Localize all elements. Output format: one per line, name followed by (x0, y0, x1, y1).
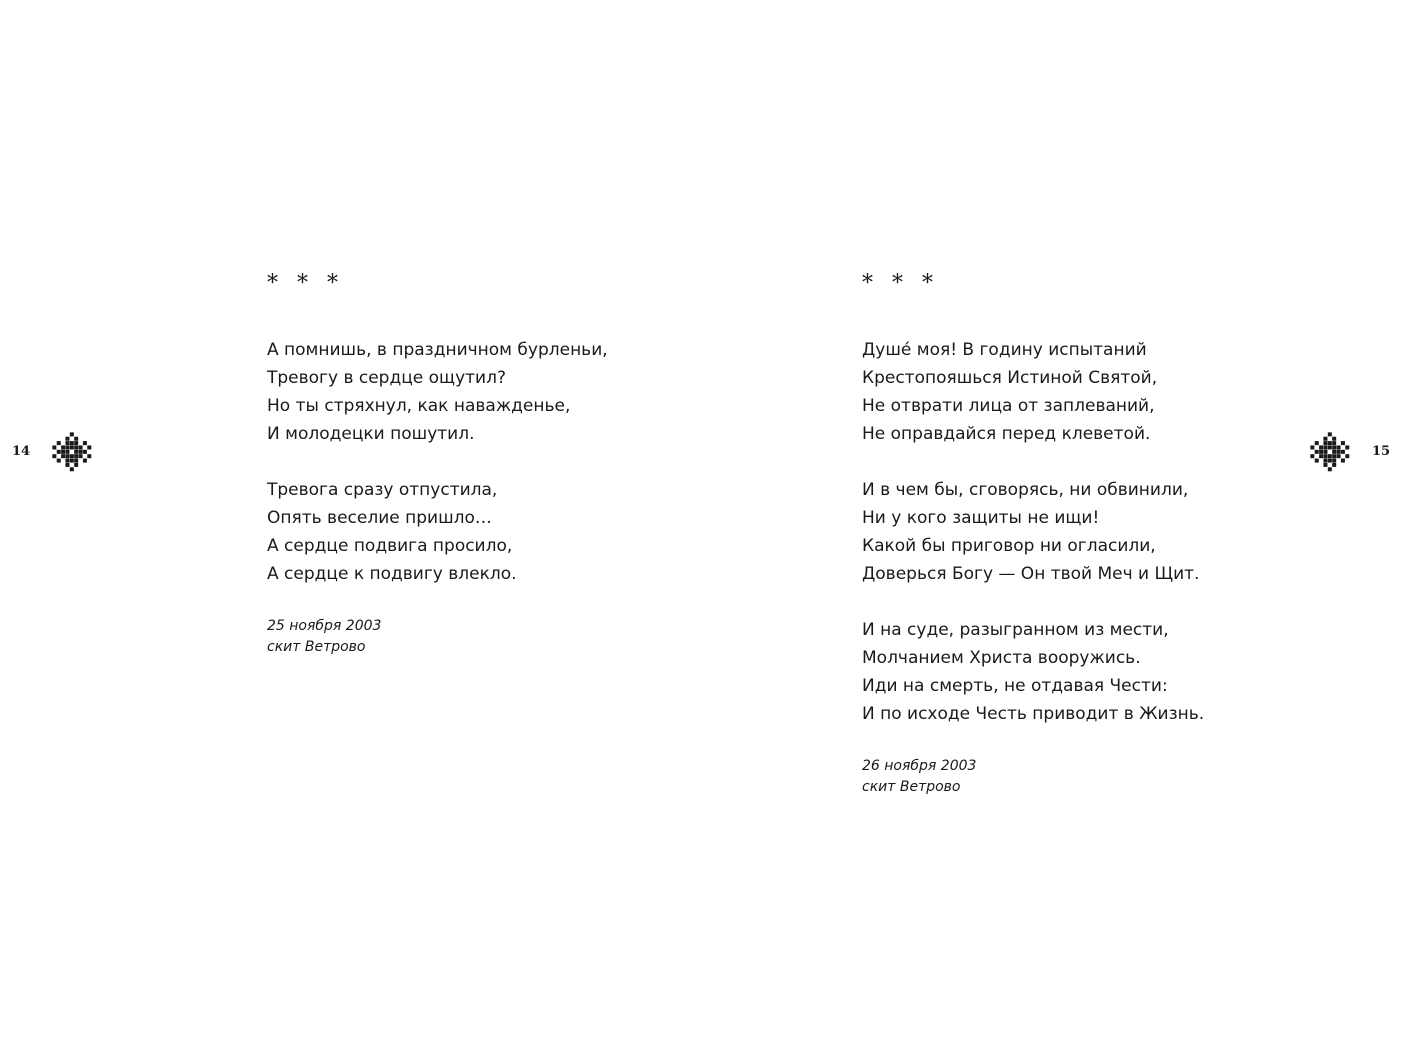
poem-line: Крестопояшься Истиной Святой, (862, 368, 1158, 388)
cross-stitch-star-ornament-icon (1306, 428, 1354, 476)
right-page (702, 0, 1404, 1052)
stanza (862, 336, 1204, 448)
poem-right (862, 272, 1204, 798)
poem-line: Тревога сразу отпустила, (267, 480, 498, 500)
page-number-right: 15 (1372, 444, 1391, 459)
stanza (267, 476, 608, 588)
stanza (267, 336, 608, 448)
poem-date: 25 ноября 2003 (267, 618, 382, 634)
poem-line: Не оправдайся перед клеветой. (862, 424, 1151, 444)
poem-line: Молчанием Христа вооружись. (862, 648, 1141, 668)
poem-line: Тревогу в сердце ощутил? (267, 368, 506, 388)
poem-line: Не отврати лица от заплеваний, (862, 396, 1155, 416)
poem-date: 26 ноября 2003 (862, 758, 977, 774)
poem-line: И в чем бы, сговорясь, ни обвинили, (862, 480, 1189, 500)
poem-line: Опять веселие пришло… (267, 508, 492, 528)
poem-line: И на суде, разыгранном из мести, (862, 620, 1169, 640)
poem-line: Ни у кого защиты не ищи! (862, 508, 1100, 528)
poem-line: Какой бы приговор ни огласили, (862, 536, 1156, 556)
stanza (862, 616, 1204, 728)
poem-line: Но ты стряхнул, как наважденье, (267, 396, 571, 416)
poem-line: И молодецки пошутил. (267, 424, 475, 444)
poem-left (267, 272, 608, 658)
poem-place: скит Ветрово (862, 779, 961, 795)
poem-separator: * * * (862, 271, 933, 296)
poem-line: Доверься Богу — Он твой Меч и Щит. (862, 564, 1200, 584)
poem-line: А сердце подвига просило, (267, 536, 513, 556)
poem-separator: * * * (267, 271, 338, 296)
poem-line: Иди на смерть, не отдавая Чести: (862, 676, 1168, 696)
poem-line: А помнишь, в праздничном бурленьи, (267, 340, 608, 360)
poem-line: И по исходе Честь приводит в Жизнь. (862, 704, 1205, 724)
poem-line: Душе́ моя! В годину испытаний (862, 340, 1147, 360)
poem-place: скит Ветрово (267, 639, 366, 655)
stanza (862, 476, 1204, 588)
poem-line: А сердце к подвигу влекло. (267, 564, 517, 584)
page-number-left: 14 (12, 444, 31, 459)
cross-stitch-star-ornament-icon (48, 428, 96, 476)
